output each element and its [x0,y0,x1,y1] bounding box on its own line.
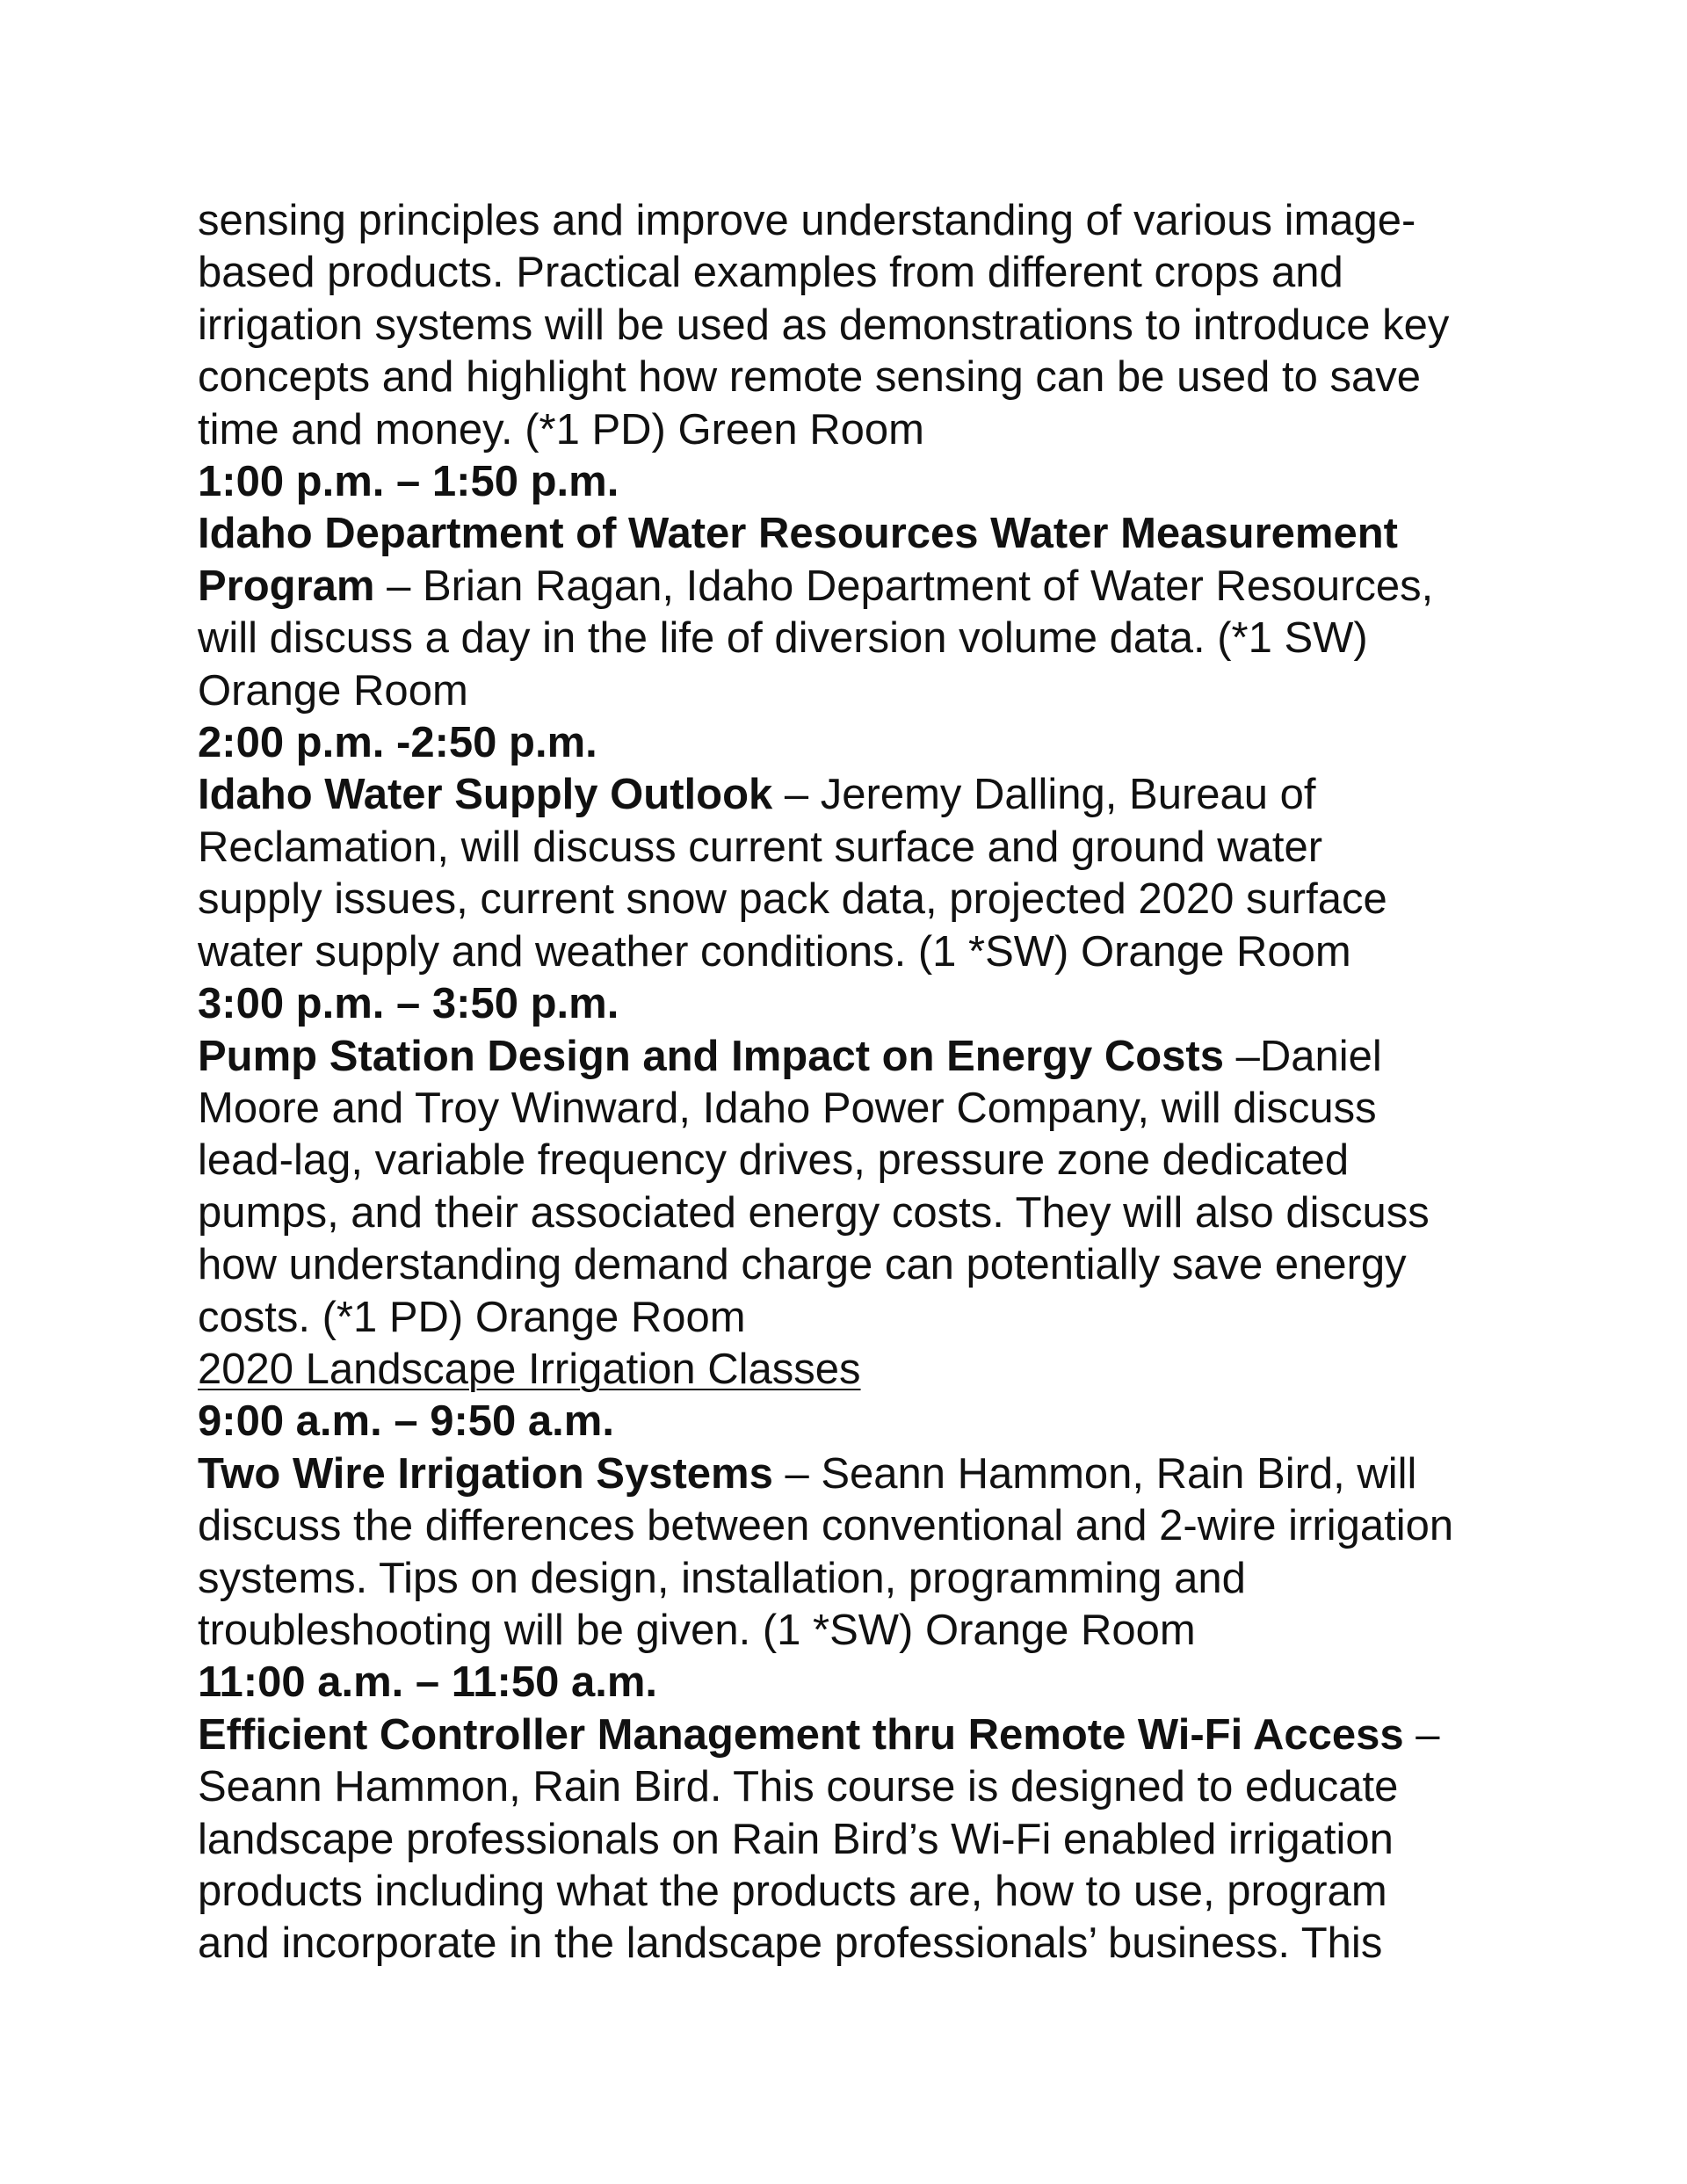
session-time: 11:00 a.m. – 11:50 a.m. [198,1658,658,1707]
text-line: and incorporate in the landscape professionals’ business. This [198,1919,1383,1968]
text-line [198,561,1516,613]
text-line: irrigation systems will be used as demonstrations to introduce key [198,301,1450,349]
text-line: landscape professionals on Rain Bird’s Wi-Fi enabled irrigation [198,1815,1394,1863]
document-page [198,195,1516,1970]
session-time: 1:00 p.m. – 1:50 p.m. [198,458,619,506]
text-line: troubleshooting will be given. (1 *SW) Orange Room [198,1606,1196,1654]
text-line: based products. Practical examples from different crops and [198,249,1343,297]
session-two-wire [198,1396,1516,1657]
session-title: Pump Station Design and Impact on Energy Costs [198,1032,1224,1080]
intro-paragraph [198,195,1516,456]
session-water-supply [198,717,1516,978]
session-description: – Jeremy Dalling, Bureau of [772,771,1316,819]
session-water-measurement [198,456,1516,717]
text-line: Seann Hammon, Rain Bird. This course is designed to educate [198,1763,1399,1811]
session-title: Idaho Department of Water Resources Water Measurement [198,510,1398,558]
text-line: pumps, and their associated energy costs. They will also discuss [198,1188,1430,1237]
text-line [198,769,1516,821]
text-line: how understanding demand charge can potentially save energy [198,1241,1407,1289]
text-line: Orange Room [198,666,468,715]
session-wifi-controller [198,1657,1516,1970]
text-line [198,1031,1516,1083]
text-line: water supply and weather conditions. (1 *SW) Orange Room [198,927,1351,976]
text-line [198,1448,1516,1500]
text-line: discuss the differences between conventional and 2-wire irrigation [198,1502,1454,1550]
text-line: Moore and Troy Winward, Idaho Power Company, will discuss [198,1084,1377,1132]
text-line: systems. Tips on design, installation, programming and [198,1554,1246,1602]
text-line: costs. (*1 PD) Orange Room [198,1293,746,1341]
session-pump-station [198,978,1516,1344]
text-line: products including what the products are, how to use, program [198,1868,1387,1915]
text-line [198,1709,1516,1761]
session-title: Efficient Controller Management thru Remote Wi-Fi Access [198,1710,1404,1759]
session-time: 3:00 p.m. – 3:50 p.m. [198,980,619,1028]
session-title: Idaho Water Supply Outlook [198,771,773,819]
text-line: concepts and highlight how remote sensing can be used to save [198,353,1421,402]
session-title: Two Wire Irrigation Systems [198,1449,773,1498]
session-time: 9:00 a.m. – 9:50 a.m. [198,1397,614,1446]
text-line: will discuss a day in the life of diversion volume data. (*1 SW) [198,614,1368,663]
session-description: – [1403,1710,1440,1759]
text-line: lead-lag, variable frequency drives, pressure zone dedicated [198,1136,1350,1185]
text-line: time and money. (*1 PD) Green Room [198,405,924,453]
session-description: – Seann Hammon, Rain Bird, will [772,1449,1417,1498]
session-description: – Brian Ragan, Idaho Department of Water Resources, [374,562,1434,610]
section-heading-landscape: 2020 Landscape Irrigation Classes [198,1345,861,1393]
text-line: Reclamation, will discuss current surface and ground water [198,823,1323,871]
session-description: –Daniel [1224,1032,1382,1080]
text-line: supply issues, current snow pack data, projected 2020 surface [198,875,1387,924]
session-title-cont: Program [198,562,375,610]
text-line: sensing principles and improve understanding of various image- [198,197,1416,244]
session-time: 2:00 p.m. -2:50 p.m. [198,719,597,767]
